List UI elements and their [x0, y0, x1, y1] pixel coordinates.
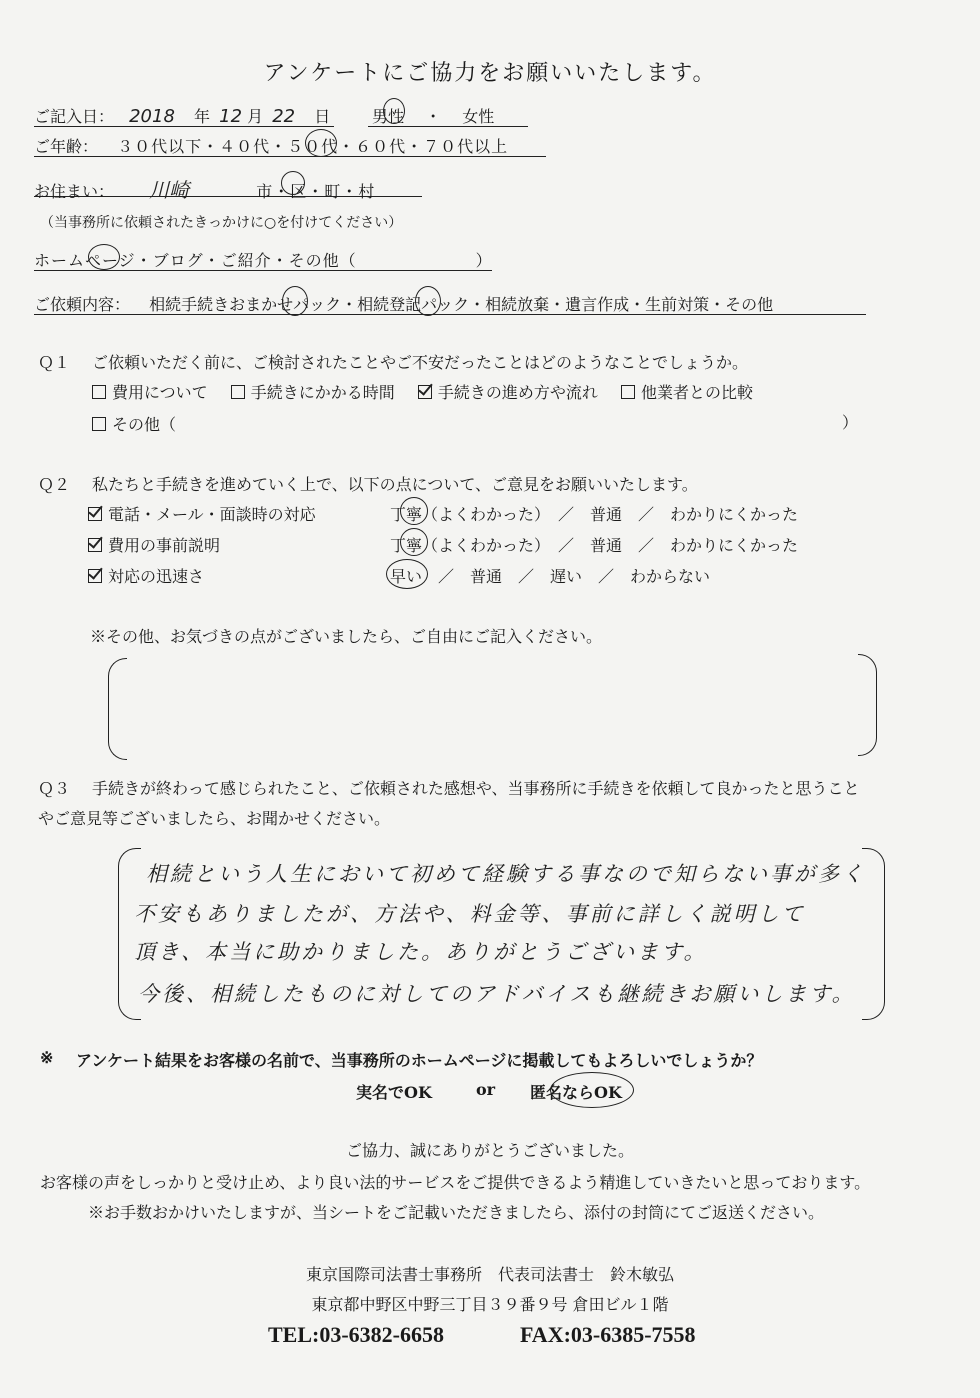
request-selection-circle-2 [415, 286, 441, 316]
gender-selection-circle [383, 98, 405, 124]
q2-row-response[interactable] [88, 502, 316, 525]
q3-question-line1: 手続きが終わって感じられたこと、ご依頼された感想や、当事務所に手続きを依頼して良かったと思うこと [92, 779, 860, 798]
closing-commitment: お客様の声をしっかりと受け止め、より良い法的サービスをご提供できるよう精進していきたいと思っております。 [40, 1173, 871, 1192]
q2-selection-circle-2 [400, 528, 428, 556]
free-comment-area[interactable] [130, 660, 850, 754]
q3-answer-line-3: 頂き、本当に助かりました。ありがとうございます。 [134, 940, 708, 964]
entry-date-label: ご記入日： [34, 107, 115, 126]
residence-options[interactable]: 市・区・町・村 [256, 182, 376, 201]
checkbox[interactable] [621, 385, 635, 399]
checkbox-checked[interactable] [88, 507, 102, 521]
footer-address: 東京都中野区中野三丁目３９番９号 倉田ビル１階 [311, 1295, 669, 1314]
request-label: ご依頼内容： [34, 295, 131, 314]
checkbox[interactable] [92, 385, 106, 399]
publish-real-name-ok[interactable]: 実名でOK [356, 1083, 432, 1102]
trigger-options[interactable]: ホームページ・ブログ・ご紹介・その他（ ） [34, 251, 493, 270]
publish-selection-circle [550, 1072, 634, 1108]
checkbox[interactable] [92, 417, 106, 431]
q3-question-line2: やご意見等ございましたら、お聞かせください。 [38, 809, 391, 828]
request-row [34, 292, 866, 315]
age-options[interactable]: ３０代以下・４０代・５０代・６０代・７０代以上 [117, 137, 509, 156]
residence-selection-circle [281, 171, 305, 195]
free-comment-bracket-right [858, 654, 877, 756]
publish-or: or [476, 1080, 496, 1099]
q3-answer-line-2: 不安もありましたが、方法や、料金等、事前に詳しく説明して [134, 902, 806, 926]
q2-question: 私たちと手続きを進めていく上で、以下の点について、ご意見をお願いいたします。 [92, 475, 698, 494]
closing-return-instructions: ※お手数おかけいたしますが、当シートをご記載いただきましたら、添付の封筒にてご返送ください。 [88, 1203, 825, 1222]
closing-thanks: ご協力、誠にありがとうございました。 [345, 1141, 634, 1160]
q2-row-label: 対応の迅速さ [108, 567, 205, 586]
residence-row [34, 174, 422, 202]
q2-free-note: ※その他、お気づきの点がございましたら、ご自由にご記入ください。 [90, 627, 603, 646]
q1-choices [92, 380, 753, 403]
q1-choice-compare[interactable] [621, 383, 753, 402]
entry-date-row [34, 104, 334, 127]
q2-row-speed-options[interactable]: 早い ／ 普通 ／ 遅い ／ わからない [390, 567, 711, 586]
trigger-note: （当事務所に依頼されたきっかけに○を付けてください） [40, 215, 403, 231]
entry-day: 22 [272, 106, 296, 127]
footer-office: 東京国際司法書士事務所 代表司法書士 鈴木敏弘 [305, 1265, 674, 1284]
checkbox-checked[interactable] [88, 538, 102, 552]
residence-label: お住まい： [34, 182, 115, 201]
q1-other-label: その他（ [112, 415, 177, 434]
entry-month: 12 [219, 106, 243, 127]
survey-title: アンケートにご協力をお願いいたします。 [263, 61, 717, 86]
q2-selection-circle-1 [400, 497, 428, 525]
publish-mark: ※ [40, 1048, 54, 1067]
request-options[interactable]: 相続手続きおまかせパック・相続登記パック・相続放棄・遺言作成・生前対策・その他 [149, 295, 774, 314]
q2-row-speed[interactable] [88, 564, 204, 587]
checkbox-checked[interactable] [88, 569, 102, 583]
choice-label: 他業者との比較 [641, 383, 754, 402]
request-selection-circle-1 [282, 286, 308, 316]
q1-choice-cost[interactable] [92, 383, 208, 402]
age-selection-circle [305, 129, 337, 157]
checkbox[interactable] [231, 385, 245, 399]
gender-separator: ・ [425, 107, 442, 126]
free-comment-bracket-left [108, 658, 127, 760]
q3-answer-line-1: 相続という人生において初めて経験する事なので知らない事が多く [146, 862, 866, 886]
gender-male[interactable]: 男性 [372, 107, 405, 126]
q1-question: ご依頼いただく前に、ご検討されたことやご不安だったことはどのようなことでしょうか。 [92, 353, 749, 372]
footer-tel: TEL:03-6382-6658 [268, 1322, 444, 1347]
q3-answer-line-4: 今後、相続したものに対してのアドバイスも継続きお願いします。 [138, 982, 856, 1006]
q2-selection-circle-3 [386, 559, 428, 589]
trigger-selection-circle [88, 244, 120, 270]
gender-female[interactable]: 女性 [462, 107, 495, 126]
q2-row-cost-options[interactable]: 丁寧（よくわかった） ／ 普通 ／ わかりにくかった [390, 536, 799, 555]
q2-row-cost-explanation[interactable] [88, 533, 220, 556]
q3-number: Ｑ３ [38, 779, 71, 798]
entry-year: 2018 [129, 106, 175, 127]
checkbox-checked[interactable] [418, 385, 432, 399]
q2-row-label: 電話・メール・面談時の対応 [108, 505, 316, 524]
footer-fax: FAX:03-6385-7558 [520, 1322, 696, 1347]
choice-label: 手続きの進め方や流れ [437, 383, 598, 402]
day-unit: 日 [314, 107, 331, 126]
choice-label: 手続きにかかる時間 [250, 383, 395, 402]
age-row [34, 134, 546, 157]
q1-number: Ｑ１ [38, 353, 71, 372]
q1-choice-process[interactable] [418, 383, 598, 402]
choice-label: 費用について [112, 383, 208, 402]
publish-anonymous-ok[interactable]: 匿名ならOK [530, 1083, 622, 1102]
q2-row-response-options[interactable]: 丁寧（よくわかった） ／ 普通 ／ わかりにくかった [390, 505, 799, 524]
month-unit: 月 [247, 107, 264, 126]
q2-row-label: 費用の事前説明 [108, 536, 221, 555]
q1-other[interactable] [92, 412, 176, 435]
age-label: ご年齢： [34, 137, 99, 156]
year-unit: 年 [194, 107, 211, 126]
residence-city: 川崎 [149, 178, 190, 202]
q1-other-close: ） [842, 413, 859, 432]
q2-number: Ｑ２ [38, 475, 71, 494]
q1-choice-time[interactable] [231, 383, 395, 402]
publish-question: アンケート結果をお客様の名前で、当事務所のホームページに掲載してもよろしいでしょうか？ [76, 1051, 763, 1070]
